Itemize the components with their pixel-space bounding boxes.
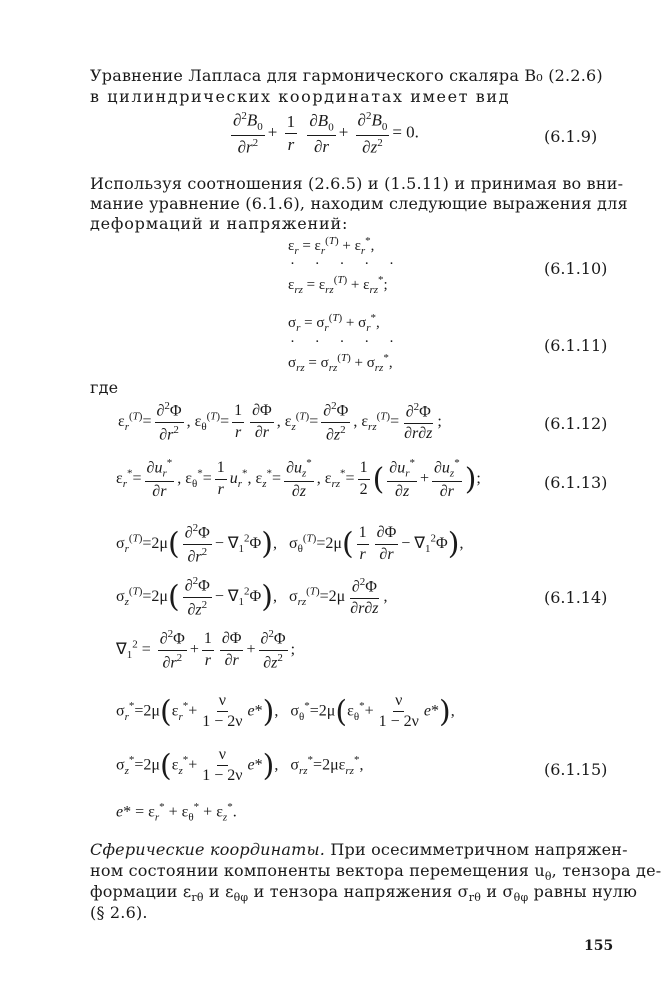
spherical-text-3b: и ε [203,882,234,901]
para2-line-3 [90,214,348,233]
intro-text-1: Уравнение Лапласа для гармонического скаляра B₀ (2.2.6) [90,66,603,85]
eq-number-6-1-14: (6.1.14) [544,588,608,607]
spherical-heading: Сферические координаты. [90,840,326,859]
spherical-text-3c: и тензора напряжения σ [248,882,469,901]
eq-number-6-1-13: (6.1.13) [544,473,608,492]
spherical-line-3: формации $\varepsilon_{r\theta}$ и $\varepsilon_{\theta\varphi}$ и тензора напряжения $\sigma_{r\theta}$ и $\sigma_{\theta\varphi}$ равны нулю [90,882,638,905]
eq-number-6-1-10: (6.1.10) [544,259,608,278]
equation-6-1-15-line-1: $\sigma_r^*=2\mu(\varepsilon_r^*+$ $\frac{\nu}{1 - 2\nu}$ e*), $\sigma_\theta^*=2\mu(\varepsilon_\theta^*+$ $\frac{\nu}{1 - 2\nu}$ e*), [116,692,455,731]
intro-line-2 [90,87,510,106]
equation-6-1-14-line-3: $\nabla_1^2$ = $\frac{\partial^2\Phi}{\partial r^2}$ + $\frac{1}{r}$ $\frac{\partial\Phi}{\partial r}$ + $\frac{\partial^2\Phi}{\partial z^2}$ ; [116,628,296,672]
equation-6-1-13: $\varepsilon_r^*=$ $\frac{\partial u_r^*}{\partial r}$ , $\varepsilon_\theta^*=$ $\frac{1}{r}$ $u_r^*$, $\varepsilon_z^*=$ $\frac{\partial u_z^*}{\partial z}$ , $\varepsilon_{rz}^*=$ $\frac{1}{2}$ ( $\frac{\partial u_r^*}{\partial z}$ + $\frac{\partial u_z^*}{\partial r}$ ); [116,457,481,501]
spherical-line-4 [90,903,148,922]
equation-6-1-14-line-1: $\sigma_r^{(T)}=2\mu$( $\frac{\partial^2\Phi}{\partial r^2}$ − $\nabla_1^2\Phi$), $\sigma_\theta^{(T)}=2\mu$( $\frac{1}{r}$ $\frac{\partial\Phi}{\partial r}$ − $\nabla_1^2\Phi$), [116,522,464,566]
equation-6-1-15-line-2: $\sigma_z^*=2\mu(\varepsilon_z^*+$ $\frac{\nu}{1 - 2\nu}$ e*), $\sigma_{rz}^*=2\mu\varepsilon_{rz}^*$, [116,746,364,785]
equation-6-1-11-dots: · · · · · [290,334,402,350]
equation-6-1-10-line-2: $\varepsilon_{rz} = \varepsilon_{rz}^{(T)} + \varepsilon_{rz}^*$; [288,274,388,296]
intro-text-2: в цилиндрических координатах имеет вид [90,87,511,106]
para2-line-1 [90,174,624,193]
spherical-line-2: ном состоянии компоненты вектора перемещения $u_\theta$, тензора де- [90,861,662,884]
spherical-text-2-tail: , тензора де- [551,861,662,880]
eq-number-6-1-11: (6.1.11) [544,336,608,355]
eq-number-6-1-15: (6.1.15) [544,760,608,779]
equation-6-1-11-line-2: $\sigma_{rz} = \sigma_{rz}^{(T)} + \sigma_{rz}^*$, [288,352,393,374]
equation-6-1-10-line-1: $\varepsilon_r = \varepsilon_r^{(T)} + \varepsilon_r^*$, [288,235,375,257]
intro-line-1 [90,66,603,85]
spherical-text-4: (§ 2.6). [90,903,148,922]
eq-number-6-1-9: (6.1.9) [544,127,598,146]
equation-6-1-12: $\varepsilon_r^{(T)}=$ $\frac{\partial^2\Phi}{\partial r^2}$ , $\varepsilon_\theta^{(T)}=$ $\frac{1}{r}$ $\frac{\partial\Phi}{\partial r}$ , $\varepsilon_z^{(T)}=$ $\frac{\partial^2\Phi}{\partial z^2}$ , $\varepsilon_{rz}^{(T)}=$ $\frac{\partial^2\Phi}{\partial r\partial z}$ ; [118,400,442,444]
equation-6-1-10-dots: · · · · · [290,256,402,272]
where-label: где [90,378,119,397]
para2-line-2 [90,194,628,213]
spherical-text-3e: равны нулю [528,882,638,901]
para2-text-3: деформаций и напряжений: [90,214,349,233]
spherical-line-1 [90,840,628,859]
eq-number-6-1-12: (6.1.12) [544,414,608,433]
spherical-text-2: ном состоянии компоненты вектора перемещения u [90,861,545,880]
spherical-text-3a: формации ε [90,882,192,901]
para2-text-1: Используя соотношения (2.6.5) и (1.5.11) и принимая во вни- [90,174,624,193]
equation-6-1-11-line-1: $\sigma_r = \sigma_r^{(T)} + \sigma_r^*$, [288,312,380,334]
para2-text-2: мание уравнение (6.1.6), находим следующие выражения для [90,194,628,213]
page-number: 155 [584,938,614,954]
spherical-text-3d: и σ [481,882,514,901]
equation-6-1-14-line-2: $\sigma_z^{(T)}=2\mu$( $\frac{\partial^2\Phi}{\partial z^2}$ − $\nabla_1^2\Phi$), $\sigma_{rz}^{(T)}=2\mu$ $\frac{\partial^2\Phi}{\partial r\partial z}$ , [116,575,388,619]
spherical-text-1: При осесимметричном напряжен- [325,840,628,859]
equation-6-1-15-line-3: $e* = \varepsilon_r^* + \varepsilon_\theta^* + \varepsilon_z^*$. [116,801,237,824]
equation-6-1-9: $\frac{\partial^2B_0}{\partial r^2}$ + $\frac{1}{r}$ $\frac{\partial B_0}{\partial r}$ + $\frac{\partial^2B_0}{\partial z^2}$ = 0. [233,110,419,157]
